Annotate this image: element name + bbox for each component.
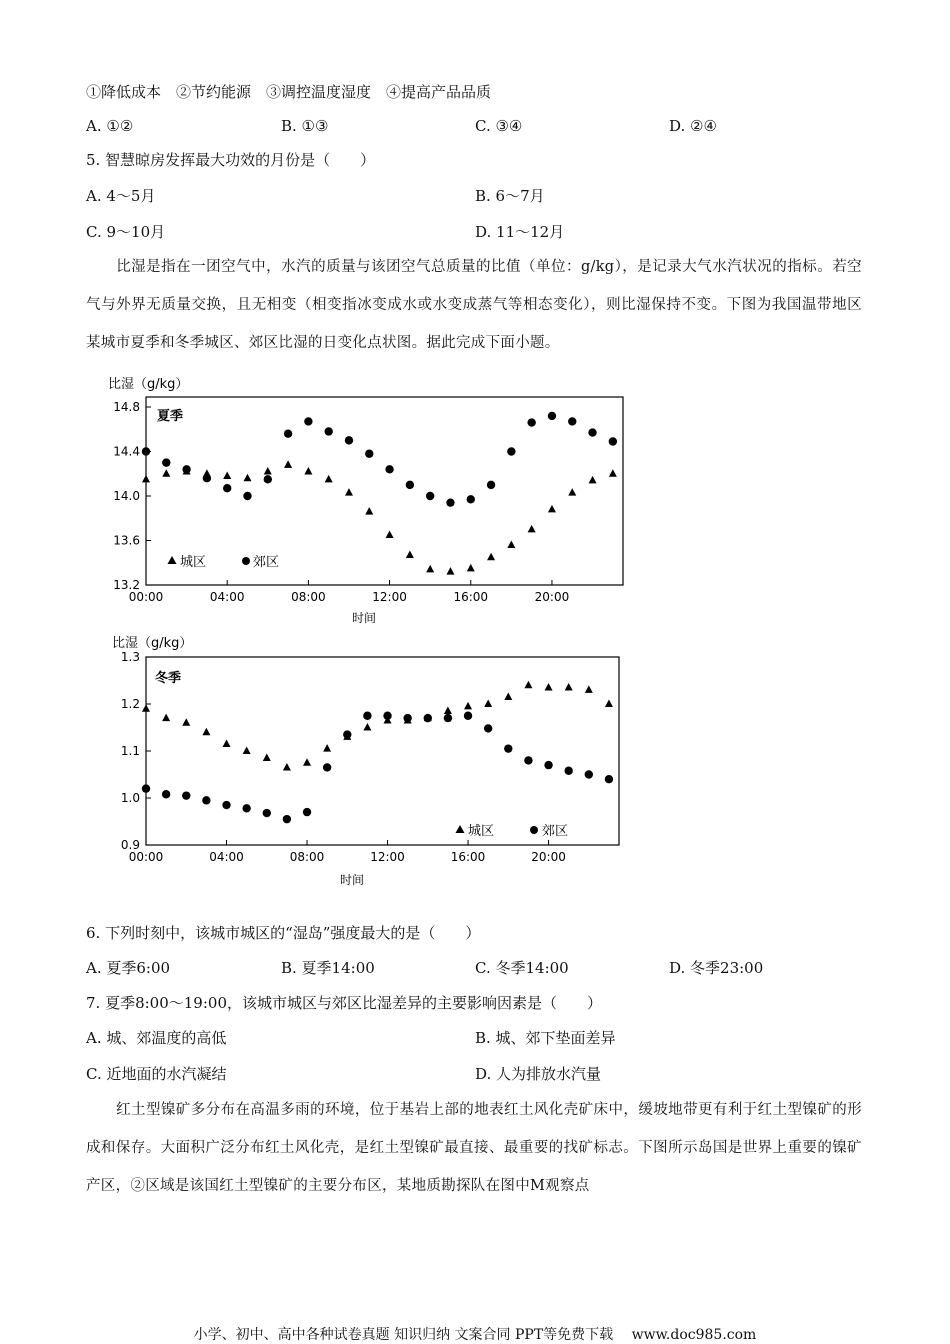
- summer-xtick-label: 00:00: [128, 590, 164, 604]
- winter-suburb-point: [605, 775, 613, 783]
- summer-suburb-point: [548, 412, 556, 420]
- q7-option-d[interactable]: D. 人为排放水汽量: [475, 1065, 602, 1083]
- summer-xtick-label: 04:00: [209, 590, 245, 604]
- summer-legend-circle: [242, 557, 250, 565]
- summer-city-point: [528, 525, 536, 533]
- q4-option-d[interactable]: D. ②④: [669, 117, 717, 135]
- winter-ylabel: 比湿（g/kg）: [112, 636, 193, 651]
- q6-option-d[interactable]: D. 冬季23:00: [669, 959, 764, 977]
- winter-suburb-point: [484, 724, 492, 732]
- summer-city-point: [264, 467, 272, 475]
- winter-suburb-point: [283, 815, 291, 823]
- summer-suburb-point: [223, 484, 231, 492]
- summer-suburb-point: [264, 475, 272, 483]
- q6-option-a[interactable]: A. 夏季6:00: [86, 959, 171, 977]
- q5-option-a[interactable]: A. 4～5月: [86, 187, 156, 205]
- summer-city-point: [325, 475, 333, 483]
- winter-xlabel: 时间: [340, 873, 365, 887]
- winter-suburb-point: [182, 791, 190, 799]
- summer-legend-city: 城区: [180, 555, 207, 570]
- summer-suburb-point: [345, 436, 353, 444]
- winter-suburb-point: [363, 712, 371, 720]
- summer-xtick-label: 08:00: [291, 590, 326, 604]
- winter-suburb-point: [403, 714, 411, 722]
- summer-city-point: [304, 467, 312, 475]
- winter-city-point: [585, 685, 593, 693]
- summer-suburb-point: [507, 447, 515, 455]
- summer-suburb-point: [527, 418, 535, 426]
- summer-legend-triangle: [168, 556, 177, 564]
- summer-suburb-point: [203, 474, 211, 482]
- summer-suburb-point: [182, 465, 190, 473]
- summer-city-point: [568, 488, 576, 496]
- q4-option-b[interactable]: B. ①③: [281, 117, 329, 135]
- q5-option-c[interactable]: C. 9～10月: [86, 223, 166, 241]
- winter-city-point: [605, 700, 613, 708]
- summer-suburb-point: [162, 458, 170, 466]
- winter-city-point: [444, 707, 452, 715]
- winter-city-point: [283, 763, 291, 771]
- summer-legend: [168, 555, 280, 570]
- summer-city-point: [162, 469, 170, 477]
- winter-city-point: [363, 723, 371, 731]
- winter-suburb-point: [383, 712, 391, 720]
- winter-city-point: [504, 692, 512, 700]
- summer-suburb-point: [142, 447, 150, 455]
- summer-ytick-label: 14.4: [113, 444, 140, 459]
- winter-legend-suburb: 郊区: [542, 824, 569, 839]
- summer-suburb-point: [365, 450, 373, 458]
- q7-option-b[interactable]: B. 城、郊下垫面差异: [475, 1029, 616, 1047]
- winter-ytick-label: 1.2: [120, 697, 140, 711]
- summer-city-point: [223, 471, 231, 479]
- summer-suburb-point: [588, 428, 596, 436]
- summer-suburb-point: [243, 492, 251, 500]
- winter-city-point: [484, 700, 492, 708]
- winter-suburb-point: [242, 804, 250, 812]
- summer-city-point: [446, 567, 454, 575]
- winter-city-point: [142, 704, 150, 712]
- q6-option-c[interactable]: C. 冬季14:00: [475, 959, 569, 977]
- winter-city-point: [263, 754, 271, 762]
- winter-ytick-label: 1.3: [120, 650, 140, 664]
- q4-option-c[interactable]: C. ③④: [475, 117, 523, 135]
- winter-chart: [100, 630, 640, 895]
- winter-ytick-label: 1.1: [120, 744, 140, 758]
- summer-city-point: [609, 469, 617, 477]
- summer-city-point: [589, 476, 597, 484]
- winter-xtick-label: 04:00: [209, 850, 244, 864]
- summer-city-point: [142, 475, 150, 483]
- summer-xtick-label: 16:00: [453, 590, 489, 604]
- winter-legend: [456, 824, 569, 839]
- winter-city-point: [323, 744, 331, 752]
- winter-city-point: [464, 702, 472, 710]
- winter-title: 冬季: [155, 671, 182, 686]
- winter-city-point: [223, 739, 231, 747]
- intro-paragraph-nickel: [86, 1091, 862, 1205]
- summer-ytick-label: 13.2: [113, 578, 140, 592]
- summer-suburb-point: [568, 417, 576, 425]
- summer-city-point: [345, 488, 353, 496]
- summer-city-point: [487, 553, 495, 561]
- q7-option-a[interactable]: A. 城、郊温度的高低: [86, 1029, 227, 1047]
- winter-suburb-point: [343, 730, 351, 738]
- winter-city-point: [524, 681, 532, 689]
- q5-stem: 5. 智慧晾房发挥最大功效的月份是（ ）: [86, 151, 376, 169]
- summer-title: 夏季: [157, 409, 184, 424]
- summer-suburb-point: [324, 427, 332, 435]
- winter-ytick-label: 1.0: [120, 791, 140, 805]
- intro2-text: 红土型镍矿多分布在高温多雨的环境，位于基岩上部的地表红土风化壳矿床中，缓坡地带更有利于红土型镍矿的形成和保存。大面积广泛分布红土风化壳，是红土型镍矿最直接、最重要的找矿标志。下图所示岛国是世界上重要的镍矿产区，②区域是该国红土型镍矿的主要分布区，某地质勘探队在图中M观察点: [86, 1102, 862, 1194]
- winter-suburb-point: [222, 801, 230, 809]
- winter-xtick-label: 20:00: [531, 850, 566, 864]
- winter-legend-city: 城区: [468, 824, 495, 839]
- summer-city-point: [386, 530, 394, 538]
- winter-city-point: [182, 718, 190, 726]
- winter-city-point: [162, 714, 170, 722]
- summer-ytick-label: 13.6: [113, 533, 140, 548]
- summer-suburb-point: [487, 481, 495, 489]
- winter-suburb-point: [544, 761, 552, 769]
- winter-city-point: [303, 758, 311, 766]
- summer-xtick-label: 12:00: [372, 590, 407, 604]
- winter-xtick-label: 12:00: [370, 850, 405, 864]
- winter-suburb-point: [323, 763, 331, 771]
- summer-suburb-point: [467, 495, 475, 503]
- winter-city-point: [243, 747, 251, 755]
- winter-suburb-point: [162, 790, 170, 798]
- winter-suburb-point: [263, 809, 271, 817]
- summer-city-point: [426, 565, 434, 573]
- q5-option-b[interactable]: B. 6～7月: [475, 187, 545, 205]
- q7-stem: 7. 夏季8:00～19:00，该城市城区与郊区比湿差异的主要影响因素是（ ）: [86, 994, 602, 1012]
- winter-xtick-label: 00:00: [128, 850, 164, 864]
- summer-suburb-point: [385, 465, 393, 473]
- winter-city-point: [202, 728, 210, 736]
- intro-text: 比湿是指在一团空气中，水汽的质量与该团空气总质量的比值（单位：g/kg），是记录大气水汽状况的指标。若空气与外界无质量交换，且无相变（相变指冰变成水或水变成蒸气等相态变化），则比湿保持不变。下图为我国温带地区某城市夏季和冬季城区、郊区比湿的日变化点状图。据此完成下面小题。: [86, 259, 862, 351]
- summer-city-point: [507, 540, 515, 548]
- winter-ytick-label: 0.9: [120, 838, 140, 852]
- winter-suburb-point: [303, 808, 311, 816]
- summer-suburb-point: [609, 437, 617, 445]
- summer-city-point: [243, 474, 251, 482]
- q6-stem: 6. 下列时刻中，该城市城区的“湿岛”强度最大的是（ ）: [86, 924, 481, 942]
- summer-xlabel: 时间: [352, 611, 377, 625]
- summer-city-point: [406, 550, 414, 558]
- q7-option-c[interactable]: C. 近地面的水汽凝结: [86, 1065, 227, 1083]
- winter-xtick-label: 16:00: [450, 850, 486, 864]
- winter-suburb-point: [524, 756, 532, 764]
- winter-city-point: [565, 683, 573, 691]
- q5-option-d[interactable]: D. 11～12月: [475, 223, 565, 241]
- summer-city-point: [467, 564, 475, 572]
- summer-city-point: [365, 507, 373, 515]
- summer-suburb-point: [284, 430, 292, 438]
- summer-ytick-label: 14.8: [113, 400, 140, 414]
- winter-suburb-point: [464, 712, 472, 720]
- winter-suburb-point: [585, 770, 593, 778]
- summer-suburb-point: [304, 417, 312, 425]
- summer-suburb-point: [446, 498, 454, 506]
- summer-ytick-label: 14.0: [113, 489, 140, 503]
- q4-items: ①降低成本 ②节约能源 ③调控温度湿度 ④提高产品品质: [86, 83, 492, 101]
- winter-legend-triangle: [456, 825, 465, 833]
- summer-suburb-point: [426, 492, 434, 500]
- winter-suburb-point: [202, 796, 210, 804]
- summer-chart: [100, 370, 640, 635]
- winter-xtick-label: 08:00: [289, 850, 325, 864]
- winter-suburb-point: [504, 744, 512, 752]
- q6-option-b[interactable]: B. 夏季14:00: [281, 959, 375, 977]
- winter-suburb-point: [444, 714, 452, 722]
- winter-city-point: [545, 683, 553, 691]
- winter-suburb-point: [424, 714, 432, 722]
- q4-option-a[interactable]: A. ①②: [86, 117, 134, 135]
- summer-xtick-label: 20:00: [534, 590, 570, 604]
- summer-legend-suburb: 郊区: [253, 555, 280, 570]
- winter-suburb-point: [142, 784, 150, 792]
- summer-ylabel: 比湿（g/kg）: [108, 377, 189, 392]
- summer-city-point: [284, 460, 292, 468]
- winter-legend-circle: [530, 826, 538, 834]
- page-footer: 小学、初中、高中各种试卷真题 知识归纳 文案合同 PPT等免费下载 www.doc985.com: [193, 1327, 757, 1343]
- intro-paragraph-humidity: [86, 248, 862, 362]
- winter-suburb-point: [564, 767, 572, 775]
- summer-suburb-point: [406, 481, 414, 489]
- summer-city-point: [548, 505, 556, 512]
- summer-plot-frame: [146, 397, 623, 585]
